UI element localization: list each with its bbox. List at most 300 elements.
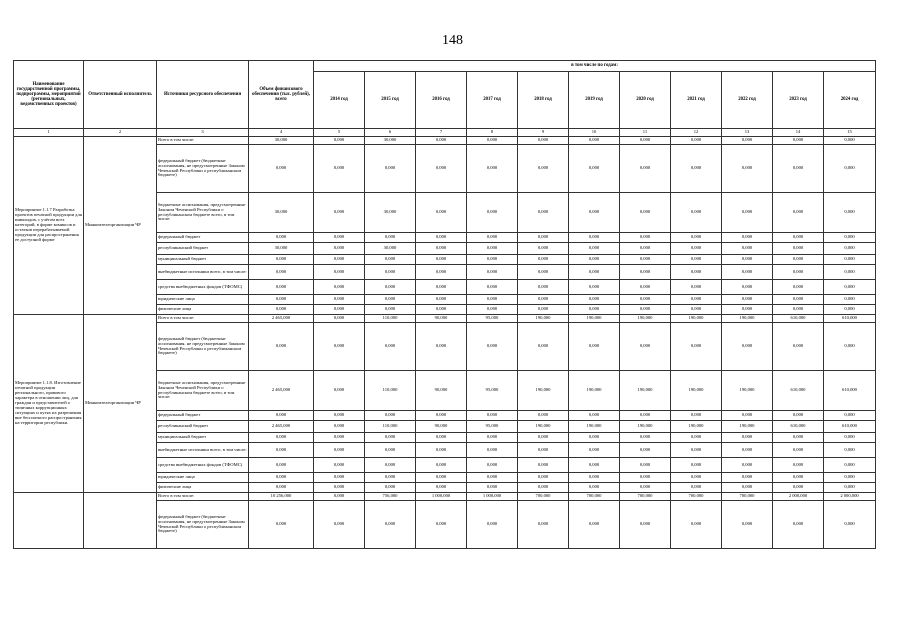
year-amount: 0,000 xyxy=(569,443,620,458)
year-amount: 90,000 xyxy=(416,315,467,323)
year-amount: 0,000 xyxy=(722,137,773,145)
year-amount: 0,000 xyxy=(671,443,722,458)
year-amount: 0,000 xyxy=(365,411,416,421)
header-years-group: в том числе по годам: xyxy=(314,61,876,72)
header-total-volume: Объем финансового обеспечения (тыс. рублей), всего xyxy=(249,61,314,129)
header-year: 2022 год xyxy=(722,72,773,129)
year-amount: 0,000 xyxy=(467,483,518,493)
year-amount: 0,000 xyxy=(518,255,569,265)
activity-executor: Минкомтелеорганизации ЧР xyxy=(84,137,157,315)
year-amount: 0,000 xyxy=(620,433,671,443)
year-amount: 0,000 xyxy=(569,265,620,280)
year-amount: 190,000 xyxy=(620,315,671,323)
header-sources: Источники ресурсного обеспечения xyxy=(157,61,249,129)
year-amount: 0,000 xyxy=(773,305,824,315)
column-number: 13 xyxy=(722,129,773,137)
funding-source: федеральный бюджет (бюджетные ассигнования, не предусмотренные Законом Чеченской Республики о республиканском бюджете) xyxy=(157,323,249,371)
year-amount: 0,000 xyxy=(773,443,824,458)
year-amount: 0,000 xyxy=(824,443,876,458)
year-amount: 0,000 xyxy=(467,305,518,315)
year-amount: 0,000 xyxy=(416,323,467,371)
funding-source: юридические лица xyxy=(157,473,249,483)
year-amount: 0,000 xyxy=(824,137,876,145)
year-amount: 190,000 xyxy=(518,315,569,323)
year-amount: 0,000 xyxy=(569,411,620,421)
year-amount: 0,000 xyxy=(722,280,773,295)
column-number: 6 xyxy=(365,129,416,137)
total-amount: 0,000 xyxy=(249,305,314,315)
year-amount: 0,000 xyxy=(722,473,773,483)
year-amount: 0,000 xyxy=(773,323,824,371)
year-amount: 0,000 xyxy=(620,243,671,255)
year-amount: 0,000 xyxy=(620,443,671,458)
table-row xyxy=(14,493,876,501)
year-amount: 0,000 xyxy=(569,145,620,193)
year-amount: 0,000 xyxy=(518,433,569,443)
year-amount: 0,000 xyxy=(722,265,773,280)
year-amount: 610,000 xyxy=(824,371,876,411)
year-amount: 0,000 xyxy=(314,295,365,305)
year-amount: 0,000 xyxy=(365,443,416,458)
year-amount: 0,000 xyxy=(365,458,416,473)
year-amount: 0,000 xyxy=(314,193,365,233)
funding-source: юридические лица xyxy=(157,295,249,305)
year-amount: 0,000 xyxy=(467,137,518,145)
year-amount: 0,000 xyxy=(518,458,569,473)
year-amount: 0,000 xyxy=(824,483,876,493)
year-amount: 0,000 xyxy=(518,501,569,549)
year-amount: 0,000 xyxy=(671,243,722,255)
year-amount: 0,000 xyxy=(365,473,416,483)
total-amount: 0,000 xyxy=(249,458,314,473)
year-amount: 0,000 xyxy=(365,305,416,315)
year-amount: 0,000 xyxy=(518,305,569,315)
column-number: 2 xyxy=(84,129,157,137)
year-amount: 0,000 xyxy=(518,145,569,193)
year-amount: 700,000 xyxy=(722,493,773,501)
budget-table xyxy=(13,60,876,549)
total-amount: 2 465,000 xyxy=(249,371,314,411)
year-amount: 95,000 xyxy=(467,421,518,433)
year-amount: 0,000 xyxy=(416,473,467,483)
year-amount: 0,000 xyxy=(773,433,824,443)
header-year: 2023 год xyxy=(773,72,824,129)
year-amount: 1 000,000 xyxy=(416,493,467,501)
year-amount: 610,000 xyxy=(824,315,876,323)
funding-source: федеральный бюджет (бюджетные ассигнования, не предусмотренные Законом Чеченской Республики о республиканском бюджете) xyxy=(157,501,249,549)
funding-source: республиканский бюджет xyxy=(157,421,249,433)
year-amount: 0,000 xyxy=(824,411,876,421)
year-amount: 0,000 xyxy=(518,233,569,243)
year-amount: 0,000 xyxy=(824,433,876,443)
year-amount: 0,000 xyxy=(416,411,467,421)
year-amount: 0,000 xyxy=(569,323,620,371)
year-amount: 0,000 xyxy=(722,255,773,265)
year-amount: 0,000 xyxy=(722,295,773,305)
funding-source: средства внебюджетных фондов (ТФОМС) xyxy=(157,458,249,473)
year-amount: 756,000 xyxy=(365,493,416,501)
column-numbers-row xyxy=(14,129,876,137)
year-amount: 0,000 xyxy=(773,233,824,243)
year-amount: 0,000 xyxy=(518,443,569,458)
year-amount: 0,000 xyxy=(671,483,722,493)
year-amount: 0,000 xyxy=(365,501,416,549)
year-amount: 0,000 xyxy=(773,483,824,493)
year-amount: 0,000 xyxy=(620,145,671,193)
year-amount: 700,000 xyxy=(569,493,620,501)
year-amount: 0,000 xyxy=(824,473,876,483)
year-amount: 0,000 xyxy=(314,305,365,315)
year-amount: 0,000 xyxy=(620,473,671,483)
total-amount: 0,000 xyxy=(249,443,314,458)
total-amount: 0,000 xyxy=(249,501,314,549)
table-body xyxy=(14,137,876,549)
year-amount: 0,000 xyxy=(569,243,620,255)
year-amount: 0,000 xyxy=(773,137,824,145)
year-amount: 0,000 xyxy=(467,458,518,473)
year-amount: 0,000 xyxy=(671,193,722,233)
column-number: 10 xyxy=(569,129,620,137)
year-amount: 0,000 xyxy=(620,280,671,295)
funding-source: бюджетные ассигнования, предусмотренные Законом Чеченской Республики о республиканском бюджете всего, в том числе: xyxy=(157,193,249,233)
year-amount: 0,000 xyxy=(365,295,416,305)
year-amount: 2 000,000 xyxy=(824,493,876,501)
year-amount: 0,000 xyxy=(773,411,824,421)
year-amount: 0,000 xyxy=(314,443,365,458)
column-number: 7 xyxy=(416,129,467,137)
header-year: 2019 год xyxy=(569,72,620,129)
year-amount: 0,000 xyxy=(722,145,773,193)
year-amount: 0,000 xyxy=(365,233,416,243)
header-year: 2021 год xyxy=(671,72,722,129)
year-amount: 0,000 xyxy=(314,233,365,243)
year-amount: 0,000 xyxy=(314,315,365,323)
year-amount: 0,000 xyxy=(518,323,569,371)
total-amount: 0,000 xyxy=(249,483,314,493)
year-amount: 0,000 xyxy=(467,473,518,483)
total-amount: 0,000 xyxy=(249,233,314,243)
year-amount: 0,000 xyxy=(620,193,671,233)
year-amount: 0,000 xyxy=(824,458,876,473)
header-year: 2024 год xyxy=(824,72,876,129)
year-amount: 95,000 xyxy=(467,315,518,323)
year-amount: 1 000,000 xyxy=(467,493,518,501)
year-amount: 0,000 xyxy=(314,501,365,549)
total-amount: 2 465,000 xyxy=(249,315,314,323)
column-number: 4 xyxy=(249,129,314,137)
year-amount: 0,000 xyxy=(620,137,671,145)
year-amount: 0,000 xyxy=(671,433,722,443)
year-amount: 110,000 xyxy=(365,421,416,433)
activity-name xyxy=(14,493,84,549)
header-year: 2020 год xyxy=(620,72,671,129)
column-number: 12 xyxy=(671,129,722,137)
year-amount: 0,000 xyxy=(569,255,620,265)
year-amount: 0,000 xyxy=(467,233,518,243)
year-amount: 0,000 xyxy=(518,473,569,483)
year-amount: 0,000 xyxy=(314,255,365,265)
year-amount: 190,000 xyxy=(620,371,671,411)
year-amount: 0,000 xyxy=(314,493,365,501)
year-amount: 0,000 xyxy=(671,265,722,280)
year-amount: 0,000 xyxy=(518,265,569,280)
year-amount: 0,000 xyxy=(314,280,365,295)
year-amount: 0,000 xyxy=(416,233,467,243)
table-row xyxy=(14,137,876,145)
year-amount: 700,000 xyxy=(518,493,569,501)
year-amount: 30,000 xyxy=(365,243,416,255)
year-amount: 0,000 xyxy=(314,411,365,421)
year-amount: 0,000 xyxy=(773,255,824,265)
funding-source: республиканский бюджет xyxy=(157,243,249,255)
year-amount: 0,000 xyxy=(467,265,518,280)
year-amount: 0,000 xyxy=(467,145,518,193)
year-amount: 0,000 xyxy=(365,280,416,295)
funding-source: муниципальный бюджет xyxy=(157,433,249,443)
year-amount: 0,000 xyxy=(620,458,671,473)
year-amount: 0,000 xyxy=(569,295,620,305)
column-number: 11 xyxy=(620,129,671,137)
year-amount: 0,000 xyxy=(416,295,467,305)
year-amount: 0,000 xyxy=(416,255,467,265)
activity-executor: Минкомтелеорганизации ЧР xyxy=(84,315,157,493)
year-amount: 0,000 xyxy=(722,305,773,315)
funding-source: федеральный бюджет xyxy=(157,411,249,421)
year-amount: 0,000 xyxy=(620,483,671,493)
year-amount: 0,000 xyxy=(773,265,824,280)
header-year: 2018 год xyxy=(518,72,569,129)
funding-source: федеральный бюджет (бюджетные ассигнования, не предусмотренные Законом Чеченской Республики о республиканском бюджете) xyxy=(157,145,249,193)
year-amount: 700,000 xyxy=(620,493,671,501)
year-amount: 0,000 xyxy=(365,255,416,265)
year-amount: 0,000 xyxy=(467,243,518,255)
year-amount: 0,000 xyxy=(467,501,518,549)
year-amount: 0,000 xyxy=(518,295,569,305)
year-amount: 0,000 xyxy=(416,137,467,145)
year-amount: 0,000 xyxy=(722,323,773,371)
year-amount: 0,000 xyxy=(314,473,365,483)
column-number: 9 xyxy=(518,129,569,137)
year-amount: 0,000 xyxy=(467,443,518,458)
year-amount: 610,000 xyxy=(824,421,876,433)
year-amount: 0,000 xyxy=(671,473,722,483)
year-amount: 0,000 xyxy=(365,323,416,371)
year-amount: 0,000 xyxy=(824,233,876,243)
year-amount: 0,000 xyxy=(620,323,671,371)
year-amount: 30,000 xyxy=(365,137,416,145)
year-amount: 0,000 xyxy=(824,501,876,549)
column-number: 3 xyxy=(157,129,249,137)
year-amount: 0,000 xyxy=(824,255,876,265)
year-amount: 0,000 xyxy=(824,193,876,233)
year-amount: 0,000 xyxy=(824,145,876,193)
year-amount: 0,000 xyxy=(671,458,722,473)
year-amount: 0,000 xyxy=(518,243,569,255)
year-amount: 0,000 xyxy=(824,323,876,371)
year-amount: 0,000 xyxy=(722,233,773,243)
year-amount: 0,000 xyxy=(467,433,518,443)
year-amount: 0,000 xyxy=(671,145,722,193)
year-amount: 0,000 xyxy=(671,137,722,145)
year-amount: 0,000 xyxy=(824,280,876,295)
year-amount: 0,000 xyxy=(467,323,518,371)
header-year: 2016 год xyxy=(416,72,467,129)
year-amount: 0,000 xyxy=(416,280,467,295)
year-amount: 190,000 xyxy=(569,371,620,411)
year-amount: 0,000 xyxy=(671,323,722,371)
year-amount: 0,000 xyxy=(620,411,671,421)
year-amount: 610,000 xyxy=(773,315,824,323)
year-amount: 190,000 xyxy=(569,421,620,433)
activity-executor xyxy=(84,493,157,549)
year-amount: 0,000 xyxy=(671,280,722,295)
total-amount: 30,000 xyxy=(249,137,314,145)
year-amount: 0,000 xyxy=(416,483,467,493)
funding-source: физические лица xyxy=(157,483,249,493)
year-amount: 0,000 xyxy=(569,473,620,483)
year-amount: 190,000 xyxy=(569,315,620,323)
year-amount: 0,000 xyxy=(569,483,620,493)
year-amount: 0,000 xyxy=(620,255,671,265)
year-amount: 0,000 xyxy=(416,243,467,255)
year-amount: 0,000 xyxy=(722,243,773,255)
funding-source: внебюджетные источники всего, в том числе: xyxy=(157,265,249,280)
year-amount: 0,000 xyxy=(569,433,620,443)
year-amount: 190,000 xyxy=(620,421,671,433)
year-amount: 0,000 xyxy=(467,280,518,295)
year-amount: 0,000 xyxy=(569,305,620,315)
header-executor: Ответственный исполнитель xyxy=(84,61,157,129)
year-amount: 0,000 xyxy=(518,280,569,295)
year-amount: 0,000 xyxy=(365,433,416,443)
total-amount: 0,000 xyxy=(249,433,314,443)
year-amount: 0,000 xyxy=(620,501,671,549)
year-amount: 0,000 xyxy=(365,145,416,193)
year-amount: 0,000 xyxy=(569,233,620,243)
year-amount: 190,000 xyxy=(518,371,569,411)
year-amount: 610,000 xyxy=(773,421,824,433)
year-amount: 0,000 xyxy=(518,483,569,493)
year-amount: 190,000 xyxy=(722,421,773,433)
total-amount: 0,000 xyxy=(249,323,314,371)
year-amount: 0,000 xyxy=(671,233,722,243)
year-amount: 0,000 xyxy=(314,323,365,371)
year-amount: 0,000 xyxy=(416,193,467,233)
year-amount: 0,000 xyxy=(467,255,518,265)
year-amount: 0,000 xyxy=(722,458,773,473)
table-row xyxy=(14,315,876,323)
year-amount: 0,000 xyxy=(314,483,365,493)
year-amount: 0,000 xyxy=(569,137,620,145)
year-amount: 0,000 xyxy=(620,265,671,280)
year-amount: 0,000 xyxy=(569,280,620,295)
year-amount: 95,000 xyxy=(467,371,518,411)
total-amount: 10 256,000 xyxy=(249,493,314,501)
year-amount: 90,000 xyxy=(416,421,467,433)
year-amount: 90,000 xyxy=(416,371,467,411)
year-amount: 2 000,000 xyxy=(773,493,824,501)
year-amount: 190,000 xyxy=(722,315,773,323)
year-amount: 0,000 xyxy=(671,295,722,305)
year-amount: 0,000 xyxy=(467,295,518,305)
total-amount: 0,000 xyxy=(249,145,314,193)
activity-name: Мероприятие 1.1.8. Изготовление печатной продукции регионального, правового характера в отношении лиц, для граждан и представителей о типичных коррупционных ситуациях и путях их разрешения вне бесплатного распространения на территории республики. xyxy=(14,315,84,493)
funding-source: бюджетные ассигнования, предусмотренные Законом Чеченской Республики о республиканском бюджете всего, в том числе: xyxy=(157,371,249,411)
year-amount: 0,000 xyxy=(671,305,722,315)
year-amount: 0,000 xyxy=(467,411,518,421)
year-amount: 0,000 xyxy=(824,265,876,280)
funding-source: средства внебюджетных фондов (ТФОМС) xyxy=(157,280,249,295)
page-number: 148 xyxy=(442,33,463,48)
header-program-name: Наименование государственной программы, подпрограммы, мероприятий (региональных, ведомственных проектов) xyxy=(14,61,84,129)
funding-source: Всего в том числе: xyxy=(157,315,249,323)
year-amount: 0,000 xyxy=(569,501,620,549)
header-year: 2017 год xyxy=(467,72,518,129)
activity-name: Мероприятие 1.1.7 Разработка проектов печатной продукции для инвалидов, с учётом всех категорий, в форме комиксов и остатков перерабатываемой продукции для распространения ее доступной форме xyxy=(14,137,84,315)
year-amount: 0,000 xyxy=(722,483,773,493)
year-amount: 110,000 xyxy=(365,315,416,323)
column-number: 15 xyxy=(824,129,876,137)
column-number: 14 xyxy=(773,129,824,137)
year-amount: 0,000 xyxy=(671,501,722,549)
year-amount: 0,000 xyxy=(773,473,824,483)
year-amount: 0,000 xyxy=(314,371,365,411)
header-year: 2014 год xyxy=(314,72,365,129)
year-amount: 0,000 xyxy=(773,193,824,233)
year-amount: 0,000 xyxy=(722,501,773,549)
year-amount: 0,000 xyxy=(722,433,773,443)
year-amount: 700,000 xyxy=(671,493,722,501)
year-amount: 0,000 xyxy=(773,295,824,305)
year-amount: 0,000 xyxy=(824,295,876,305)
column-number: 1 xyxy=(14,129,84,137)
year-amount: 0,000 xyxy=(620,295,671,305)
funding-source: Всего в том числе: xyxy=(157,137,249,145)
year-amount: 0,000 xyxy=(824,243,876,255)
year-amount: 0,000 xyxy=(773,458,824,473)
year-amount: 0,000 xyxy=(314,145,365,193)
year-amount: 0,000 xyxy=(671,411,722,421)
year-amount: 0,000 xyxy=(773,145,824,193)
year-amount: 0,000 xyxy=(314,265,365,280)
year-amount: 30,000 xyxy=(365,193,416,233)
total-amount: 30,000 xyxy=(249,243,314,255)
year-amount: 190,000 xyxy=(671,421,722,433)
year-amount: 0,000 xyxy=(416,458,467,473)
year-amount: 0,000 xyxy=(416,433,467,443)
year-amount: 0,000 xyxy=(569,458,620,473)
year-amount: 0,000 xyxy=(518,137,569,145)
year-amount: 0,000 xyxy=(773,280,824,295)
year-amount: 190,000 xyxy=(722,371,773,411)
year-amount: 0,000 xyxy=(314,433,365,443)
year-amount: 0,000 xyxy=(671,255,722,265)
year-amount: 0,000 xyxy=(620,305,671,315)
year-amount: 0,000 xyxy=(722,193,773,233)
year-amount: 0,000 xyxy=(773,501,824,549)
funding-source: федеральный бюджет xyxy=(157,233,249,243)
year-amount: 0,000 xyxy=(416,305,467,315)
year-amount: 0,000 xyxy=(467,193,518,233)
header-year: 2015 год xyxy=(365,72,416,129)
total-amount: 0,000 xyxy=(249,295,314,305)
year-amount: 190,000 xyxy=(671,315,722,323)
year-amount: 190,000 xyxy=(518,421,569,433)
year-amount: 0,000 xyxy=(773,243,824,255)
column-number: 8 xyxy=(467,129,518,137)
year-amount: 0,000 xyxy=(722,443,773,458)
year-amount: 0,000 xyxy=(620,233,671,243)
